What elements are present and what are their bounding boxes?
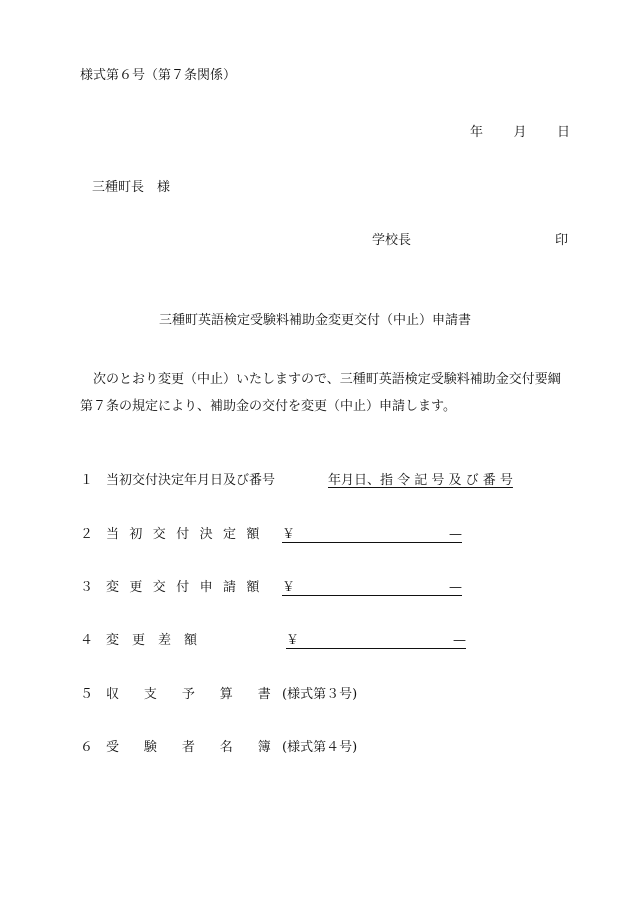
item-number: ５ bbox=[80, 687, 94, 702]
amount-dash: — bbox=[449, 527, 462, 542]
amount-field bbox=[282, 528, 462, 543]
item-number: ４ bbox=[80, 633, 94, 648]
yen-sign: ￥ bbox=[282, 580, 296, 595]
item-budget bbox=[80, 688, 357, 701]
item-value: 年月日、指 令 記 号 及 び 番 号 bbox=[328, 473, 513, 488]
item-number: ３ bbox=[80, 580, 94, 595]
amount-field bbox=[286, 634, 466, 649]
item-number: ２ bbox=[80, 527, 94, 542]
item-initial-decision bbox=[80, 474, 513, 487]
form-number: 様式第６号（第７条関係） bbox=[80, 68, 237, 83]
seal-mark: 印 bbox=[554, 233, 568, 248]
item-label: 変 更 差 額 bbox=[106, 633, 198, 648]
amount-dash: — bbox=[453, 633, 466, 648]
principal-label: 学校長 bbox=[372, 233, 412, 248]
amount-field bbox=[282, 581, 462, 596]
date-line bbox=[470, 126, 570, 139]
item-number: ６ bbox=[80, 740, 94, 755]
date-month: 月 bbox=[513, 125, 527, 140]
addressee: 三種町長 様 bbox=[92, 180, 171, 195]
yen-sign: ￥ bbox=[282, 527, 296, 542]
body-paragraph: 次のとおり変更（中止）いたしますので、三種町英語検定受験料補助金交付要綱第７条の規定により、補助金の交付を変更（中止）申請します。 bbox=[80, 372, 561, 414]
item-number: １ bbox=[80, 473, 94, 488]
item-difference bbox=[80, 634, 466, 649]
date-day: 日 bbox=[556, 125, 570, 140]
principal-line bbox=[372, 234, 568, 247]
item-value: (様式第３号) bbox=[282, 687, 358, 702]
item-initial-amount bbox=[80, 528, 462, 543]
item-label: 変更交付申請額 bbox=[106, 580, 270, 595]
item-value: (様式第４号) bbox=[282, 740, 358, 755]
amount-dash: — bbox=[449, 580, 462, 595]
item-label: 当初交付決定額 bbox=[106, 527, 270, 542]
date-year: 年 bbox=[470, 125, 484, 140]
item-label: 受 験 者 名 簿 bbox=[106, 740, 282, 755]
item-label: 収 支 予 算 書 bbox=[106, 687, 282, 702]
item-change-amount bbox=[80, 581, 462, 596]
item-label: 当初交付決定年月日及び番号 bbox=[106, 473, 276, 488]
document-title: 三種町英語検定受験料補助金変更交付（中止）申請書 bbox=[158, 313, 471, 328]
yen-sign: ￥ bbox=[286, 633, 300, 648]
item-examinee-list bbox=[80, 741, 357, 754]
